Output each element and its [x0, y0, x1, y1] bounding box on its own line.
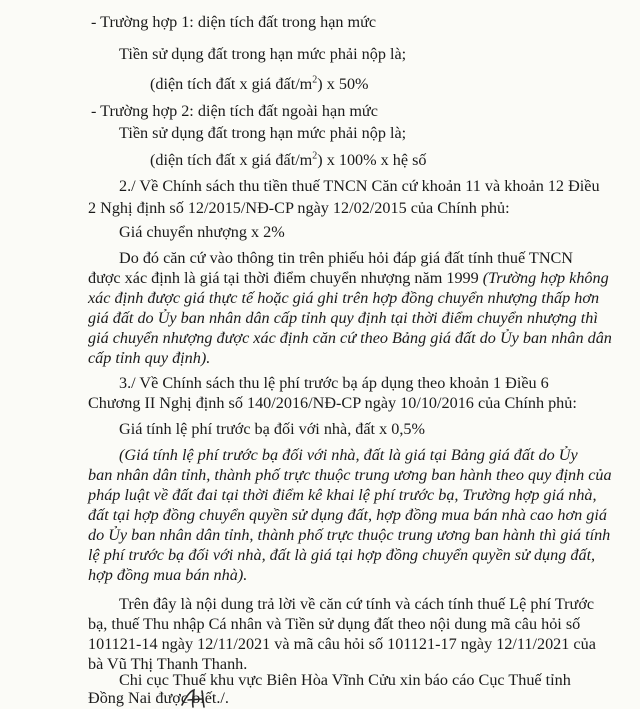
section-3-note: hợp đồng mua bán nhà).: [88, 566, 248, 584]
case-1-heading: - Trường hợp 1: diện tích đất trong hạn mức: [91, 13, 377, 31]
case-1-formula: (diện tích đất x giá đất/$m^2$) x 50%: [150, 74, 369, 93]
section-3-heading: 3./ Về Chính sách thu lệ phí trước bạ áp dụng theo khoản 1 Điều 6: [119, 374, 549, 392]
case-1-payment-text: Tiền sử dụng đất trong hạn mức phải nộp là;: [119, 45, 407, 63]
summary-paragraph-cont: 101121-14 ngày 12/11/2021 và mã câu hỏi số 101121-17 ngày 12/11/2021 của: [88, 635, 596, 653]
closing-paragraph-cont: Đồng Nai được biết./.: [88, 689, 229, 707]
section-3-note: do Ủy ban nhân dân tỉnh, thành phố trực thuộc trung ương ban hành thì giá tính: [88, 526, 611, 544]
summary-paragraph: Trên đây là nội dung trả lời về căn cứ tính và cách tính thuế Lệ phí Trước: [119, 595, 595, 613]
summary-paragraph-cont: bạ, thuế Thu nhập Cá nhân và Tiền sử dụng đất theo nội dung mã câu hỏi số: [88, 615, 581, 633]
conclusion-note: cấp tỉnh quy định).: [88, 349, 211, 367]
section-3-formula: Giá tính lệ phí trước bạ đối với nhà, đất x 0,5%: [119, 420, 425, 438]
section-3-note: đất tại hợp đồng chuyển quyền sử dụng đất, hợp đồng mua bán nhà cao hơn giá: [88, 506, 607, 524]
section-2-formula: Giá chuyển nhượng x 2%: [119, 223, 285, 241]
conclusion-note: giá chuyển nhượng được xác định căn cứ theo Bảng giá đất do Ủy ban nhân dân: [88, 329, 612, 347]
handwritten-initial-mark: [178, 687, 218, 709]
conclusion-paragraph-cont: được xác định là giá tại thời điểm chuyển nhượng năm 1999 (Trường hợp không: [88, 269, 609, 287]
case-2-payment-text: Tiền sử dụng đất trong hạn mức phải nộp là;: [119, 124, 407, 142]
summary-paragraph-cont: bà Vũ Thị Thanh Thanh.: [88, 655, 248, 673]
section-2-heading-cont: 2 Nghị định số 12/2015/NĐ-CP ngày 12/02/2015 của Chính phủ:: [88, 199, 510, 217]
conclusion-note: xác định được giá thực tế hoặc giá ghi trên hợp đồng chuyển nhượng thấp hơn: [88, 289, 600, 307]
conclusion-note: giá đất do Ủy ban nhân dân cấp tỉnh quy định tại thời điểm chuyển nhượng thì: [88, 309, 598, 327]
closing-paragraph: Chi cục Thuế khu vực Biên Hòa Vĩnh Cửu xin báo cáo Cục Thuế tỉnh: [119, 671, 571, 689]
section-3-note: lệ phí trước bạ đối với nhà, đất là giá tại hợp đồng chuyển quyền sử dụng đất,: [88, 546, 596, 564]
conclusion-paragraph: Do đó căn cứ vào thông tin trên phiếu hỏi đáp giá đất tính thuế TNCN: [119, 249, 573, 267]
section-2-heading: 2./ Về Chính sách thu tiền thuế TNCN Căn cứ khoản 11 và khoản 12 Điều: [119, 177, 600, 195]
section-3-heading-cont: Chương II Nghị định số 140/2016/NĐ-CP ngày 10/10/2016 của Chính phủ:: [88, 394, 577, 412]
section-3-note: pháp luật về đất đai tại thời điểm kê khai lệ phí trước bạ, Trường hợp giá nhà,: [88, 486, 597, 504]
section-3-note: (Giá tính lệ phí trước bạ đối với nhà, đất là giá tại Bảng giá đất do Ủy: [119, 446, 578, 464]
case-2-formula: (diện tích đất x giá đất/$m^2$) x 100% x hệ số: [150, 150, 427, 169]
section-3-note: ban nhân dân tỉnh, thành phố trực thuộc trung ương ban hành theo quy định của: [88, 466, 612, 484]
case-2-heading: - Trường hợp 2: diện tích đất ngoài hạn mức: [91, 102, 378, 120]
